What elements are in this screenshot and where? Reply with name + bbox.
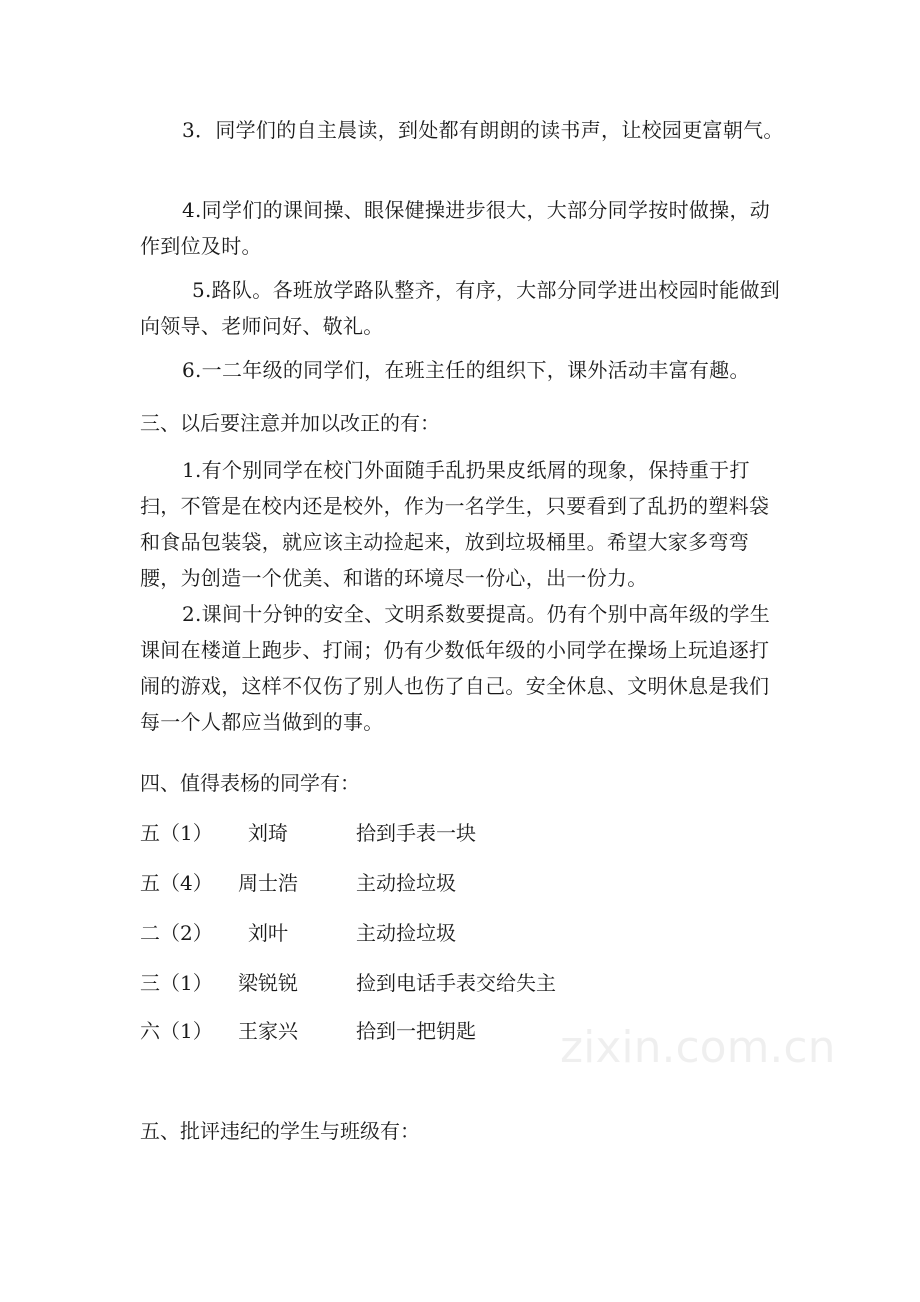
praise-deed: 捡到电话手表交给失主 — [356, 971, 556, 995]
praise-class: 二（2） — [140, 921, 213, 945]
section-3-item-1: 1.有个别同学在校门外面随手乱扔果皮纸屑的现象，保持重于打扫，不管是在校内还是校外，作为一名学生，只要看到了乱扔的塑料袋和食品包装袋，就应该主动捡起来，放到垃圾桶里。希望大家多弯弯腰，为创造一个优美、和谐的环境尽一份心，出一份力。 — [140, 458, 770, 590]
section-3-heading: 三、以后要注意并加以改正的有： — [140, 411, 440, 435]
praise-class: 五（4） — [140, 871, 213, 895]
praise-name: 刘叶 — [248, 921, 288, 945]
praise-deed: 主动捡垃圾 — [356, 921, 456, 945]
paragraph-6: 6.一二年级的同学们，在班主任的组织下，课外活动丰富有趣。 — [182, 358, 750, 382]
praise-deed: 主动捡垃圾 — [356, 871, 456, 895]
paragraph-3: 3．同学们的自主晨读，到处都有朗朗的读书声，让校园更富朝气。 — [182, 118, 784, 142]
praise-name: 梁锐锐 — [238, 971, 298, 995]
praise-row — [140, 818, 640, 848]
section-5-heading: 五、批评违纪的学生与班级有： — [140, 1119, 420, 1143]
praise-deed: 拾到手表一块 — [356, 821, 476, 845]
section-3-item-2: 2.课间十分钟的安全、文明系数要提高。仍有个别中高年级的学生课间在楼道上跑步、打闹；仍有少数低年级的小同学在操场上玩追逐打闹的游戏，这样不仅伤了别人也伤了自己。安全休息、文明休息是我们每一个人都应当做到的事。 — [140, 602, 771, 734]
praise-name: 王家兴 — [238, 1019, 298, 1043]
praise-row — [140, 868, 640, 898]
praise-class: 六（1） — [140, 1019, 213, 1043]
praise-class: 五（1） — [140, 821, 213, 845]
section-4-heading: 四、值得表杨的同学有： — [140, 771, 360, 795]
praise-class: 三（1） — [140, 971, 213, 995]
praise-row — [140, 918, 640, 948]
praise-name: 刘琦 — [248, 821, 288, 845]
praise-row — [140, 1016, 640, 1046]
watermark: zixin.com.cn — [560, 1022, 836, 1073]
paragraph-5: 5.路队。各班放学路队整齐，有序，大部分同学进出校园时能做到向领导、老师问好、敬礼。 — [140, 278, 781, 338]
paragraph-4: 4.同学们的课间操、眼保健操进步很大，大部分同学按时做操，动作到位及时。 — [140, 198, 771, 258]
praise-row — [140, 968, 640, 998]
praise-deed: 拾到一把钥匙 — [356, 1019, 476, 1043]
praise-name: 周士浩 — [238, 871, 298, 895]
